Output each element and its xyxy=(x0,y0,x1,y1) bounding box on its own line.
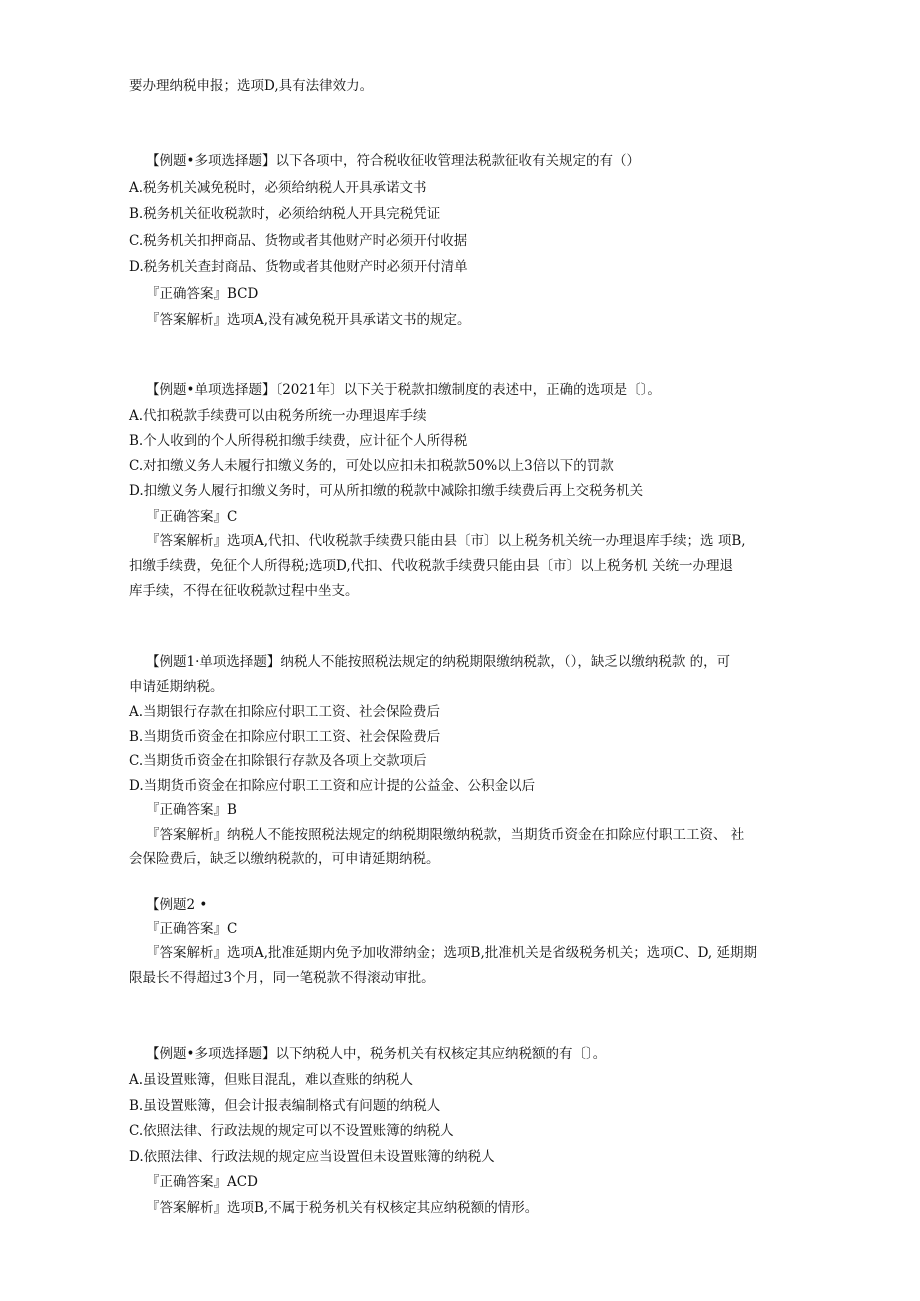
question-3-header-line-1: 【例题1·单项选择题】纳税人不能按照税法规定的纳税期限缴纳税款，（），缺乏以缴纳税款 的，可 xyxy=(146,654,731,670)
question-1-analysis: 『答案解析』选项A,没有减免税开具承诺文书的规定。 xyxy=(146,312,471,328)
question-2-answer: 『正确答案』C xyxy=(146,509,238,525)
question-4-analysis-line-1: 『答案解析』选项A,批准延期内免予加收滞纳金；选项B,批准机关是省级税务机关；选项C、D, 延期期 xyxy=(146,945,758,961)
question-1-answer: 『正确答案』BCD xyxy=(146,286,259,302)
question-2-analysis-line-3: 库手续，不得在征收税款过程中坐支。 xyxy=(129,583,359,599)
question-3-option-d: D.当期货币资金在扣除应付职工工资和应计提的公益金、公积金以后 xyxy=(129,778,536,794)
question-2-analysis-line-2: 扣缴手续费，免征个人所得税;选项D,代扣、代收税款手续费只能由县〔市〕以上税务机 关统一办理退 xyxy=(129,558,733,574)
intro-text: 要办理纳税申报；选项D,具有法律效力。 xyxy=(129,78,374,94)
question-2-option-b: B.个人收到的个人所得税扣缴手续费，应计征个人所得税 xyxy=(129,433,468,449)
question-5-option-b: B.虽设置账簿，但会计报表编制格式有问题的纳税人 xyxy=(129,1098,441,1114)
question-2-option-c: C.对扣缴义务人未履行扣缴义务的，可处以应扣未扣税款50%以上3倍以下的罚款 xyxy=(129,458,614,474)
question-3-option-a: A.当期银行存款在扣除应付职工工资、社会保险费后 xyxy=(129,704,441,720)
question-2-option-d: D.扣缴义务人履行扣缴义务时，可从所扣缴的税款中减除扣缴手续费后再上交税务机关 xyxy=(129,483,644,499)
question-1-option-d: D.税务机关查封商品、货物或者其他财产时必须开付清单 xyxy=(129,259,468,275)
question-4-analysis-line-2: 限最长不得超过3个月，同一笔税款不得滚动审批。 xyxy=(129,970,435,986)
question-2-option-a: A.代扣税款手续费可以由税务所统一办理退库手续 xyxy=(129,408,427,424)
question-5-option-a: A.虽设置账簿，但账目混乱，难以查账的纳税人 xyxy=(129,1072,414,1088)
question-3-option-b: B.当期货币资金在扣除应付职工工资、社会保险费后 xyxy=(129,729,441,745)
question-2-header: 【例题•单项选择题】〔2021年〕以下关于税款扣缴制度的表述中，正确的选项是〔〕。 xyxy=(146,382,661,398)
question-1-option-a: A.税务机关减免税时，必须给纳税人开具承诺文书 xyxy=(129,180,427,196)
question-5-analysis: 『答案解析』选项B,不属于税务机关有权核定其应纳税额的情形。 xyxy=(146,1200,539,1216)
question-5-option-d: D.依照法律、行政法规的规定应当设置但未设置账簿的纳税人 xyxy=(129,1149,495,1165)
question-4-answer: 『正确答案』C xyxy=(146,921,238,937)
question-1-option-c: C.税务机关扣押商品、货物或者其他财产时必须开付收据 xyxy=(129,233,468,249)
question-3-option-c: C.当期货币资金在扣除银行存款及各项上交款项后 xyxy=(129,753,427,769)
question-5-option-c: C.依照法律、行政法规的规定可以不设置账簿的纳税人 xyxy=(129,1123,454,1139)
question-1-option-b: B.税务机关征收税款时，必须给纳税人开具完税凭证 xyxy=(129,206,441,222)
question-2-analysis-line-1: 『答案解析』选项A,代扣、代收税款手续费只能由县〔市〕以上税务机关统一办理退库手续；选 项B, xyxy=(146,533,746,549)
question-5-header: 【例题•多项选择题】以下纳税人中，税务机关有权核定其应纳税额的有〔〕。 xyxy=(146,1046,607,1062)
question-5-answer: 『正确答案』ACD xyxy=(146,1174,258,1190)
question-3-analysis-line-2: 会保险费后，缺乏以缴纳税款的，可申请延期纳税。 xyxy=(129,851,440,867)
question-3-answer: 『正确答案』B xyxy=(146,802,237,818)
question-3-analysis-line-1: 『答案解析』纳税人不能按照税法规定的纳税期限缴纳税款，当期货币资金在扣除应付职工工资、 社 xyxy=(146,827,745,843)
question-1-header: 【例题•多项选择题】以下各项中，符合税收征收管理法税款征收有关规定的有（） xyxy=(146,153,640,169)
question-4-header: 【例题2 • xyxy=(146,897,208,913)
question-3-header-line-2: 申请延期纳税。 xyxy=(129,679,224,695)
